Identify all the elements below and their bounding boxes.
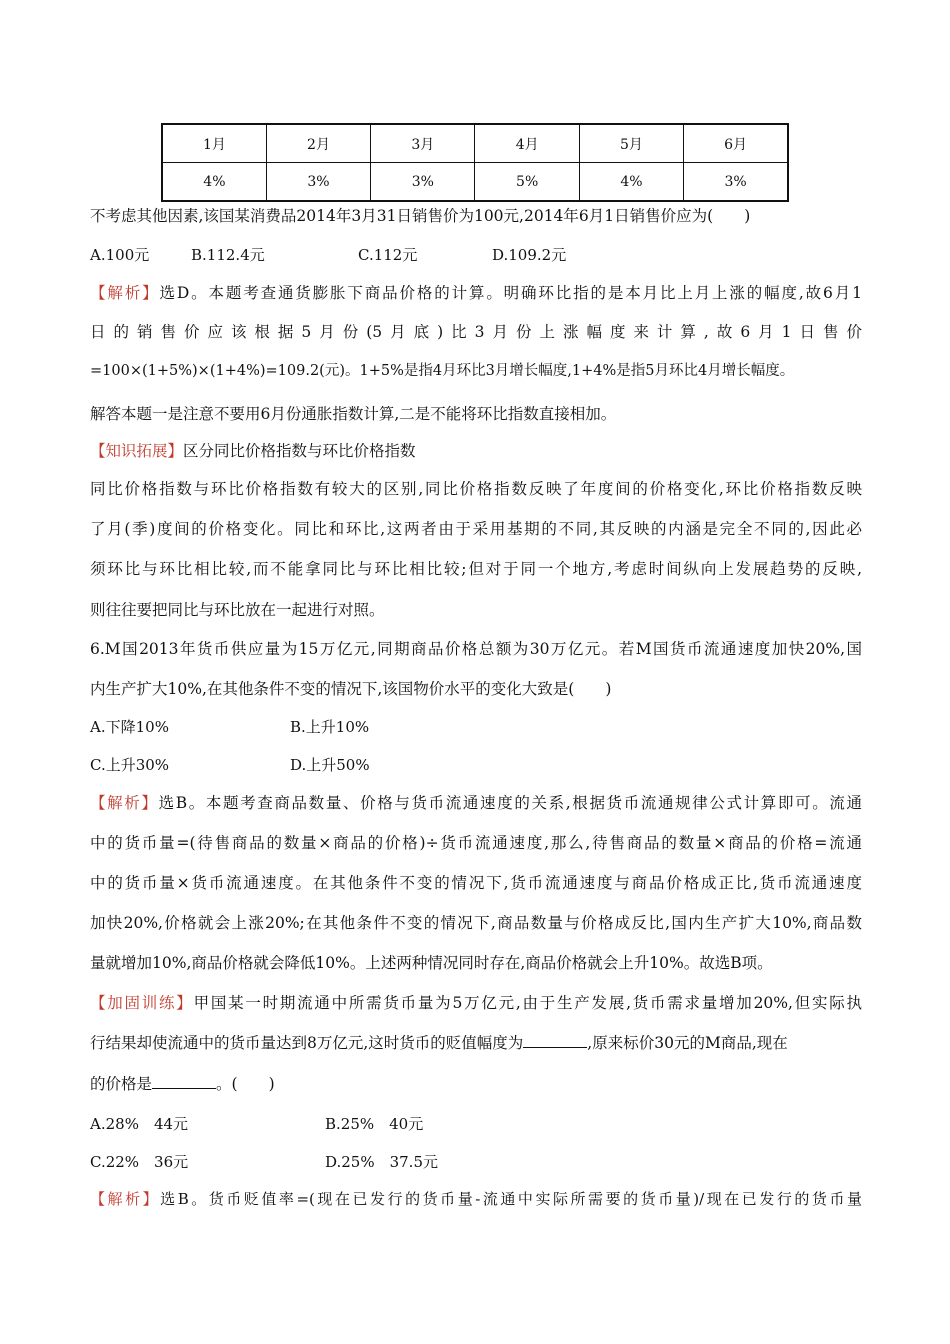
question-stem: 6.M国2013年货币供应量为15万亿元,同期商品价格总额为30万亿元。若M国货币流通速度加快20%,国 [90, 640, 862, 658]
table-cell: 1月 [162, 124, 266, 163]
monthly-rate-table [161, 123, 789, 202]
analysis-tag: 【解析】 [90, 794, 159, 812]
analysis-line: 解答本题一是注意不要用6月份通胀指数计算,二是不能将环比指数直接相加。 [90, 405, 617, 423]
analysis-line: 中的货币量=(待售商品的数量×商品的价格)÷货币流通速度,那么,待售商品的数量×商品的价格=流通 [90, 834, 862, 852]
option-c: C.112元 [358, 246, 418, 264]
question-stem: 不考虑其他因素,该国某消费品2014年3月31日销售价为100元,2014年6月1日销售价应为( ) [90, 207, 751, 225]
analysis-line: 选B。本题考查商品数量、价格与货币流通速度的关系,根据货币流通规律公式计算即可。流通 [158, 794, 862, 812]
table-cell: 4月 [475, 124, 579, 163]
extension-title: 区分同比价格指数与环比价格指数 [183, 442, 416, 460]
analysis-line: =100×(1+5%)×(1+4%)=109.2(元)。1+5%是指4月环比3月增长幅度,1+4%是指5月环比4月增长幅度。 [90, 363, 795, 379]
analysis-paragraph [90, 282, 862, 304]
analysis-line: 选D。本题考查通货膨胀下商品价格的计算。明确环比指的是本月比上月上涨的幅度,故6月1 [159, 284, 862, 302]
extension-line: 了月(季)度间的价格变化。同比和环比,这两者由于采用基期的不同,其反映的内涵是完全不同的,因此必 [90, 520, 862, 538]
table-cell: 2月 [266, 124, 370, 163]
analysis-tag: 【解析】 [90, 284, 160, 302]
answer-blank [523, 1033, 587, 1048]
table-cell: 3% [266, 163, 370, 202]
analysis-line: 加快20%,价格就会上涨20%;在其他条件不变的情况下,商品数量与价格成反比,国内生产扩大10%,商品数 [90, 914, 862, 932]
analysis-line: 量就增加10%,商品价格就会降低10%。上述两种情况同时存在,商品价格就会上升10%。故选B项。 [90, 954, 773, 972]
extension-tag: 【知识拓展】 [90, 442, 184, 460]
table-cell: 5% [475, 163, 579, 202]
answer-blank [152, 1074, 216, 1089]
question-stem: 内生产扩大10%,在其他条件不变的情况下,该国物价水平的变化大致是( ) [90, 680, 612, 698]
table-cell: 5月 [579, 124, 683, 163]
extension-line: 须环比与环比相比较,而不能拿同比与环比相比较;但对于同一个地方,考虑时间纵向上发展趋势的反映, [90, 560, 862, 578]
option-c: C.上升30% [90, 756, 170, 774]
training-text: 。( ) [216, 1075, 275, 1093]
option-b: B.112.4元 [191, 246, 265, 264]
training-text: ,原来标价30元的M商品,现在 [587, 1034, 788, 1052]
extension-line: 同比价格指数与环比价格指数有较大的区别,同比价格指数反映了年度间的价格变化,环比价格指数反映 [90, 480, 862, 498]
option-d: D.上升50% [290, 756, 370, 774]
option-a: A.100元 [90, 246, 150, 264]
training-line [90, 1073, 275, 1095]
training-text: 行结果却使流通中的货币量达到8万亿元,这时货币的贬值幅度为 [90, 1034, 524, 1052]
table-row [162, 124, 788, 163]
option-d: D.25% 37.5元 [325, 1153, 438, 1171]
training-line [90, 1032, 788, 1054]
table-cell: 3月 [371, 124, 475, 163]
analysis-line: 中的货币量×货币流通速度。在其他条件不变的情况下,货币流通速度与商品价格成正比,货币流通速度 [90, 874, 862, 892]
analysis-paragraph [90, 792, 862, 814]
table-cell: 3% [684, 163, 788, 202]
training-line: 甲国某一时期流通中所需货币量为5万亿元,由于生产发展,货币需求量增加20%,但实际执 [193, 994, 862, 1012]
analysis-tag: 【解析】 [90, 1190, 161, 1208]
extension-line: 则往往要把同比与环比放在一起进行对照。 [90, 601, 385, 619]
table-row [162, 163, 788, 202]
analysis-line: 日的销售价应该根据5月份(5月底)比3月份上涨幅度来计算,故6月1日售价 [90, 323, 862, 341]
training-text: 的价格是 [90, 1075, 153, 1093]
table-cell: 4% [162, 163, 266, 202]
table-cell: 4% [579, 163, 683, 202]
option-c: C.22% 36元 [90, 1153, 189, 1171]
table-cell: 6月 [684, 124, 788, 163]
table-cell: 3% [371, 163, 475, 202]
training-tag: 【加固训练】 [90, 994, 194, 1012]
option-a: A.下降10% [90, 718, 169, 736]
training-paragraph [90, 992, 862, 1014]
option-a: A.28% 44元 [90, 1115, 189, 1133]
knowledge-extension-heading [90, 440, 416, 462]
analysis-line: 选B。货币贬值率=(现在已发行的货币量-流通中实际所需要的货币量)/现在已发行的货币量 [160, 1190, 862, 1208]
option-b: B.上升10% [290, 718, 370, 736]
option-d: D.109.2元 [492, 246, 567, 264]
option-b: B.25% 40元 [325, 1115, 424, 1133]
analysis-paragraph [90, 1188, 862, 1210]
